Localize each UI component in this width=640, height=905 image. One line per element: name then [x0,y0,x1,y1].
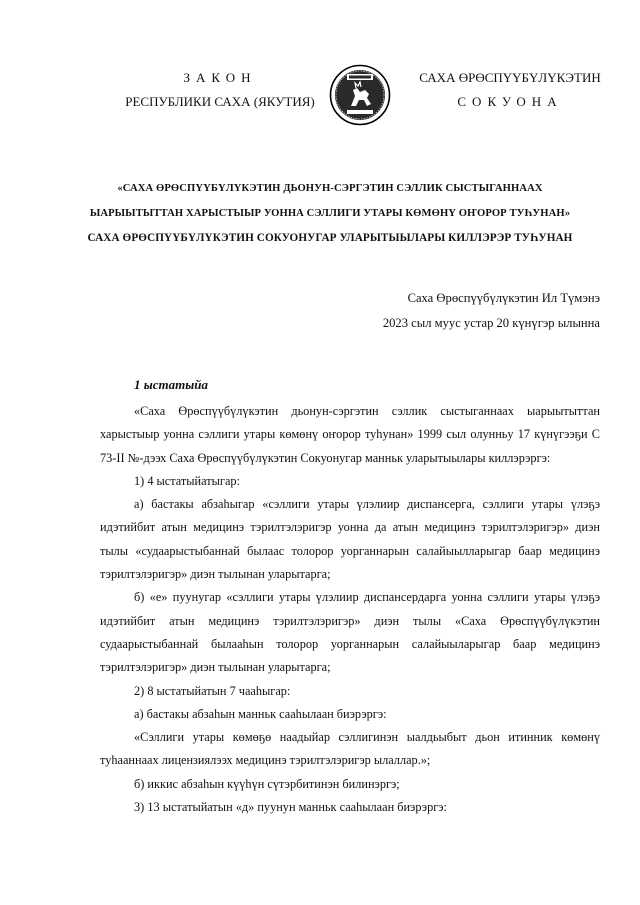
paragraph: «Саха Өрөспүүбүлүкэтин дьонун-сэргэтин сэллик сыстыганнаах ыарыытыттан харыстыыр уонна сэллиги утары көмөнү оҥорор туһунан» 1999 сыл олунньу 17 күнүгээҕи С 73-II №-дээх Саха Өрөспүүбүлүкэтин Сокуонугар манньк уларытыылары киллэрэргэ: [100,404,600,465]
republic-name-ru: РЕСПУБЛИКИ САХА (ЯКУТИЯ) [125,94,315,109]
header-left-block [110,66,330,114]
adopting-body: Саха Өрөспүүбүлүкэтин Ил Түмэнэ [407,291,600,305]
title-line-3: САХА ӨРӨСПҮҮБҮЛҮКЭТИН СОКУОНУГАР УЛАРЫТЫЫЛАРЫ КИЛЛЭРЭР ТУҺУНАН [87,232,573,244]
paragraph: а) бастакы абзаһыгар «сэллиги утары үлэлиир диспансерга, сэллиги утары үлэҕэ идэтийбит атын медицинэ тэрилтэлэригэр уонна да атын медицинэ тэрилтэлэригэр» диэн тылы «судаарыстыбаннай былаас толорор уорганнарын салайыылларыгар баар медицинэ тэрилтэлэригэр» диэн тылынан уларытарга; [100,497,600,582]
adoption-date: 2023 сыл муус устар 20 күнүгэр ылынна [382,316,600,330]
title-line-1: «САХА ӨРӨСПҮҮБҮЛҮКЭТИН ДЬОНУН-СЭРГЭТИН СЭЛЛИК СЫСТЫГАННААХ [117,183,543,194]
paragraph: а) бастакы абзаһын манньк сааһылаан биэрэргэ: [134,706,387,721]
paragraph: 1) 4 ыстатыйатыгар: [134,473,240,488]
article-body [100,400,600,819]
paragraph: 3) 13 ыстатыйатын «д» пуунун манньк сааһылаан биэрэргэ: [134,800,447,815]
republic-name-sakha: САХА ӨРӨСПҮҮБҮЛҮКЭТИН [419,70,601,85]
paragraph: б) иккис абзаһын күүһүн сүтэрбитинэн билинэргэ; [134,776,400,791]
law-label-sakha: СОКУОНА [457,94,563,109]
article-heading: 1 ыстатыйа [134,377,209,392]
paragraph: 2) 8 ыстатыйатын 7 чааһыгар: [134,683,291,698]
adoption-block [383,286,600,336]
title-line-2: ЫАРЫЫТЫТТАН ХАРЫСТЫЫР УОННА СЭЛЛИГИ УТАРЫ КӨМӨНҮ ОҤОРОР ТУҺУНАН» [89,208,571,219]
paragraph: б) «е» пуунугар «сэллиги утары үлэлиир диспансердарга уонна сэллиги утары үлэҕэ идэтийбит атын медицинэ тэрилтэлэригэр» диэн тылы «Саха Өрөспүүбүлүкэтин судаарыстыбаннай былааһын толорор уорганнарын салайыыларыгар баар медицинэ тэрилтэлэригэр» диэн тылынан уларытарга; [100,590,600,675]
header-right-block [410,66,610,114]
document-title [60,176,600,251]
sakha-republic-coat-of-arms-icon [329,64,391,126]
paragraph: «Сэллиги утары көмөҕө наадыйар сэллигинэн ыалдьыбыт дьон итинник көмөнү туһааннаах лицензиялээх медицинэ тэрилтэлэригэр ылаллар.»; [100,730,600,768]
law-label-ru: ЗАКОН [183,70,257,85]
